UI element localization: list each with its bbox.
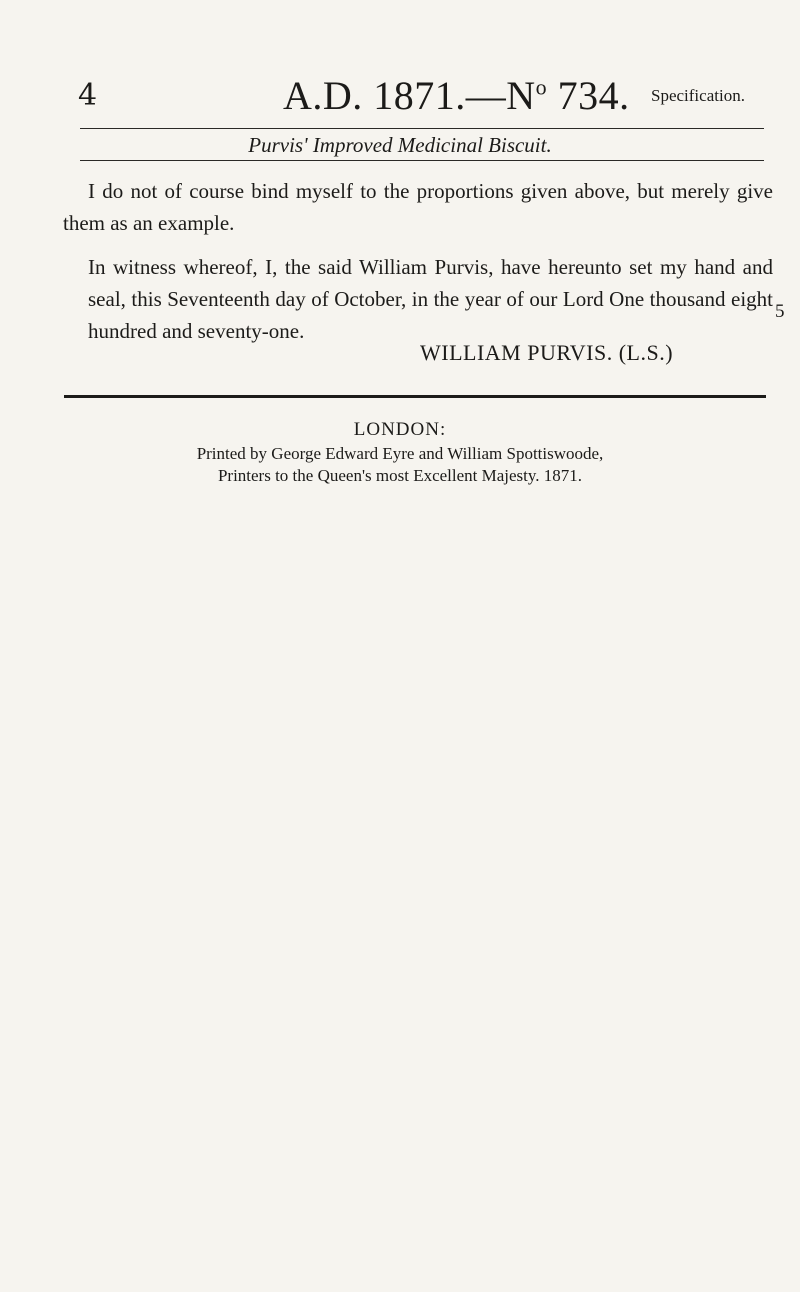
- running-title: Purvis' Improved Medicinal Biscuit.: [248, 133, 552, 157]
- body-text: [63, 175, 773, 347]
- title-number: 734.: [547, 73, 630, 118]
- imprint-printers: Printers to the Queen's most Excellent Majesty. 1871.: [217, 466, 583, 485]
- signature: WILLIAM PURVIS. (L.S.): [420, 340, 674, 365]
- paragraph-proportions: I do not of course bind myself to the proportions given above, but merely give them as an example.: [63, 179, 773, 235]
- paragraph-witness: In witness whereof, I, the said William Purvis, have hereunto set my hand and seal, this Seventeenth day of October, in the year of our Lord One thousand eight hundred and seventy-one.: [88, 255, 773, 343]
- page-number: 4: [78, 78, 98, 113]
- document-title: [283, 72, 630, 119]
- printer-imprint: [0, 419, 800, 487]
- page-header: [0, 72, 800, 122]
- document-kind: Specification.: [651, 86, 745, 105]
- margin-line-number: 5: [775, 301, 785, 322]
- header-rule-bottom: [80, 160, 764, 161]
- header-rule-top: [80, 128, 764, 129]
- imprint-city: LONDON:: [353, 419, 447, 440]
- imprint-divider: [64, 395, 766, 398]
- imprint-printed-by: Printed by George Edward Eyre and William Spottiswoode,: [196, 444, 604, 463]
- title-prefix: A.D. 1871.—N: [283, 73, 536, 118]
- title-degree: o: [535, 74, 548, 100]
